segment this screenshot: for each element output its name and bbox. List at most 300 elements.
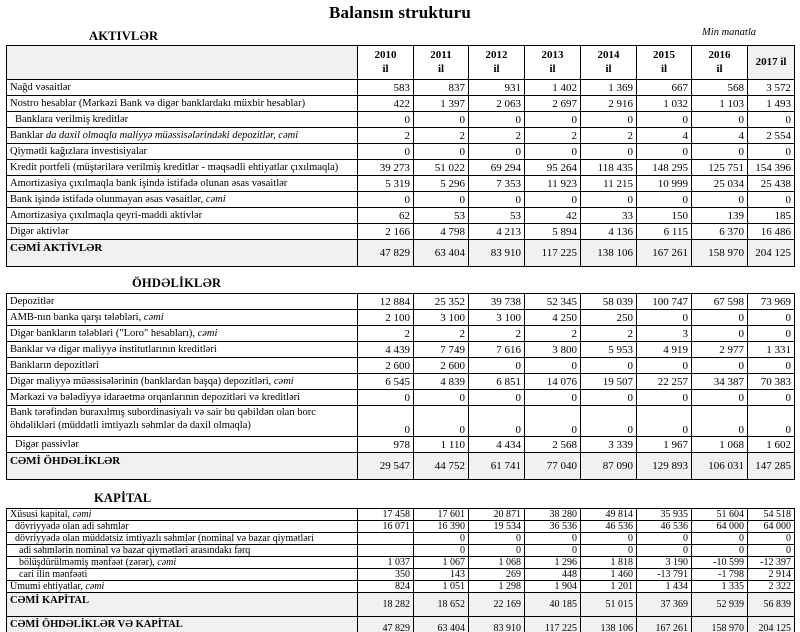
cell-value: 167 261 [637, 617, 692, 632]
cell-value: 824 [358, 581, 414, 593]
cell-value: 44 752 [414, 453, 469, 480]
cell-value: 0 [358, 406, 414, 437]
cell-value: 6 370 [692, 224, 748, 240]
section-kapital [0, 491, 800, 632]
cell-value: 64 000 [692, 521, 748, 533]
cell-value: 568 [692, 80, 748, 96]
table-row [7, 453, 795, 480]
cell-value: 69 294 [469, 160, 525, 176]
table-row [7, 240, 795, 267]
cell-value: 38 280 [525, 509, 581, 521]
cell-value: 0 [469, 533, 525, 545]
year-suffix: il [549, 62, 556, 75]
cell-value: 0 [469, 390, 525, 406]
cell-value: 3 339 [581, 437, 637, 453]
cell-value: 51 604 [692, 509, 748, 521]
cell-value: 0 [692, 310, 748, 326]
table-body [7, 509, 795, 632]
row-label [7, 569, 358, 581]
cell-value: 4 919 [637, 342, 692, 358]
row-label-text: Qiymətli kağızlara investisiyalar [10, 146, 148, 157]
row-label-text: bölüşdürülməmiş mənfəət (zərər), [19, 557, 158, 568]
cell-value: 0 [637, 545, 692, 557]
cell-value: 158 970 [692, 240, 748, 267]
unit-note: Min manatla [702, 27, 756, 38]
cell-value: 0 [581, 545, 637, 557]
row-label [7, 326, 358, 342]
row-label [7, 208, 358, 224]
cell-value: 0 [414, 545, 469, 557]
year-label: 2011 [430, 48, 452, 61]
cell-value: 2 166 [358, 224, 414, 240]
cell-value: 2 600 [414, 358, 469, 374]
row-label [7, 406, 358, 437]
cell-value: 1 818 [581, 557, 637, 569]
cell-value: 2 [358, 326, 414, 342]
cell-value: 53 [414, 208, 469, 224]
cell-value: 16 071 [358, 521, 414, 533]
table-row [7, 192, 795, 208]
cell-value: 0 [469, 358, 525, 374]
row-label [7, 545, 358, 557]
year-label: 2014 [597, 48, 620, 61]
cell-value: 0 [581, 112, 637, 128]
row-label [7, 176, 358, 192]
row-label [7, 374, 358, 390]
table-row [7, 406, 795, 437]
cell-value: 2 [469, 326, 525, 342]
row-label [7, 390, 358, 406]
cell-value: 0 [692, 390, 748, 406]
year-label: 2016 [708, 48, 731, 61]
cell-value: 0 [414, 390, 469, 406]
cell-value: 100 747 [637, 294, 692, 310]
row-label-text: Bank işində istifadə olunmayan əsas vəsaitlər, [10, 194, 206, 205]
cell-value: 6 851 [469, 374, 525, 390]
year-suffix: il [493, 62, 500, 75]
table-row [7, 509, 795, 521]
cell-value: 158 970 [692, 617, 748, 632]
cell-value: 0 [581, 192, 637, 208]
cell-value: 583 [358, 80, 414, 96]
row-label [7, 112, 358, 128]
cell-value: 46 536 [581, 521, 637, 533]
cell-value: 19 507 [581, 374, 637, 390]
cell-value: 39 273 [358, 160, 414, 176]
cell-value: 0 [525, 358, 581, 374]
cell-value: 0 [748, 310, 795, 326]
cell-value: 167 261 [637, 240, 692, 267]
cell-value: 2 [525, 326, 581, 342]
table-row [7, 374, 795, 390]
cell-value: 138 106 [581, 240, 637, 267]
table-row [7, 224, 795, 240]
cell-value: 0 [748, 192, 795, 208]
cell-value: 10 999 [637, 176, 692, 192]
section-header-ohdelikler: ÖHDƏLİKLƏR [132, 276, 222, 290]
cell-value: 42 [525, 208, 581, 224]
cell-value: 51 022 [414, 160, 469, 176]
row-label [7, 557, 358, 569]
cell-value: 0 [414, 192, 469, 208]
cell-value: 2 322 [748, 581, 795, 593]
row-label-text: Ümumi ehtiyatlar, [10, 581, 86, 592]
cell-value: 0 [748, 112, 795, 128]
table-row [7, 310, 795, 326]
row-label [7, 128, 358, 144]
row-label-text: cəmi [157, 557, 177, 568]
cell-value: 2 554 [748, 128, 795, 144]
cell-value: 1 397 [414, 96, 469, 112]
cell-value: 422 [358, 96, 414, 112]
cell-value: 154 396 [748, 160, 795, 176]
cell-value: 18 652 [414, 593, 469, 617]
row-label-text: CƏMİ AKTİVLƏR [10, 242, 103, 254]
year-label: 2017 il [755, 55, 787, 68]
cell-value: 4 213 [469, 224, 525, 240]
cell-value: 6 545 [358, 374, 414, 390]
cell-value: 837 [414, 80, 469, 96]
cell-value: 0 [525, 533, 581, 545]
cell-value: 70 383 [748, 374, 795, 390]
cell-value: 1 037 [358, 557, 414, 569]
row-label [7, 240, 358, 267]
year-header-row [7, 46, 795, 80]
row-label [7, 224, 358, 240]
row-label-text: CƏMİ KAPİTAL [10, 595, 90, 606]
row-label [7, 144, 358, 160]
year-header-cell [414, 46, 469, 80]
row-label-text: cəmi [205, 194, 226, 205]
row-label-text: Digər aktivlər [10, 226, 69, 237]
cell-value: 0 [581, 533, 637, 545]
row-label-text: Depozitlər [10, 296, 55, 307]
section-ohdelikler [0, 276, 800, 480]
cell-value: 52 939 [692, 593, 748, 617]
cell-value: 25 034 [692, 176, 748, 192]
cell-value: 0 [469, 112, 525, 128]
cell-value: 0 [414, 144, 469, 160]
row-label [7, 437, 358, 453]
cell-value: 7 616 [469, 342, 525, 358]
cell-value: 118 435 [581, 160, 637, 176]
table-body [7, 294, 795, 480]
cell-value: 3 190 [637, 557, 692, 569]
table-body [7, 80, 795, 267]
year-header-cell [692, 46, 748, 80]
cell-value: 1 201 [581, 581, 637, 593]
cell-value: 0 [414, 406, 469, 437]
balance-tables [0, 29, 800, 632]
cell-value: -10 599 [692, 557, 748, 569]
table-row [7, 128, 795, 144]
cell-value: 2 [581, 326, 637, 342]
table-row [7, 437, 795, 453]
row-label [7, 453, 358, 480]
year-label: 2015 [653, 48, 675, 61]
cell-value: 4 136 [581, 224, 637, 240]
table-row [7, 160, 795, 176]
row-label-text: Bankların depozitləri [10, 360, 99, 371]
cell-value: 0 [525, 406, 581, 437]
cell-value: 67 598 [692, 294, 748, 310]
year-header-cell [748, 46, 795, 80]
cell-value: 129 893 [637, 453, 692, 480]
cell-value: 33 [581, 208, 637, 224]
row-label [7, 533, 358, 545]
table-aktivler [6, 45, 795, 267]
table-row [7, 390, 795, 406]
cell-value: 2 063 [469, 96, 525, 112]
cell-value: 56 839 [748, 593, 795, 617]
cell-value: -1 798 [692, 569, 748, 581]
row-label [7, 294, 358, 310]
cell-value: 0 [581, 144, 637, 160]
cell-value: 2 977 [692, 342, 748, 358]
cell-value: 117 225 [525, 617, 581, 632]
year-header-cell [469, 46, 525, 80]
table-row [7, 112, 795, 128]
cell-value: 0 [748, 326, 795, 342]
cell-value: 22 257 [637, 374, 692, 390]
row-label [7, 593, 358, 617]
cell-value: 1 335 [692, 581, 748, 593]
cell-value: -12 397 [748, 557, 795, 569]
row-label-text: cəmi [273, 376, 294, 387]
cell-value: 62 [358, 208, 414, 224]
cell-value: 37 369 [637, 593, 692, 617]
cell-value: 1 331 [748, 342, 795, 358]
cell-value: 1 402 [525, 80, 581, 96]
cell-value: 2 [525, 128, 581, 144]
cell-value: 6 115 [637, 224, 692, 240]
cell-value: 2 600 [358, 358, 414, 374]
cell-value: 125 751 [692, 160, 748, 176]
cell-value: 0 [692, 358, 748, 374]
table-row [7, 144, 795, 160]
cell-value: 139 [692, 208, 748, 224]
row-label [7, 192, 358, 208]
cell-value: 0 [414, 112, 469, 128]
cell-value: 64 000 [748, 521, 795, 533]
cell-value: 147 285 [748, 453, 795, 480]
cell-value: 0 [748, 144, 795, 160]
cell-value: 18 282 [358, 593, 414, 617]
row-label [7, 342, 358, 358]
row-label [7, 160, 358, 176]
cell-value: 0 [748, 358, 795, 374]
table-row [7, 208, 795, 224]
cell-value: 0 [692, 533, 748, 545]
cell-value: 185 [748, 208, 795, 224]
cell-value: 39 738 [469, 294, 525, 310]
table-row [7, 569, 795, 581]
cell-value: 4 434 [469, 437, 525, 453]
cell-value: 0 [692, 112, 748, 128]
row-label-text: dövriyyədə olan müddətsiz imtiyazlı səhmlər (nominal və bazar qiymətləri [15, 533, 314, 544]
row-label-text: cəmi [143, 312, 164, 323]
cell-value: 5 953 [581, 342, 637, 358]
cell-value: 3 100 [414, 310, 469, 326]
cell-value: 20 871 [469, 509, 525, 521]
cell-value: 1 493 [748, 96, 795, 112]
cell-value: 7 353 [469, 176, 525, 192]
year-label: 2010 [374, 48, 397, 61]
cell-value: 7 749 [414, 342, 469, 358]
row-label-text: Nağd vəsaitlər [10, 82, 71, 93]
cell-value: 117 225 [525, 240, 581, 267]
cell-value: 448 [525, 569, 581, 581]
section-header-kapital: KAPİTAL [94, 491, 152, 505]
cell-value: 47 829 [358, 240, 414, 267]
cell-value: 0 [637, 406, 692, 437]
cell-value: 931 [469, 80, 525, 96]
year-suffix: il [437, 62, 445, 75]
cell-value: 19 534 [469, 521, 525, 533]
header-label-cell [7, 46, 358, 80]
year-label: 2013 [541, 48, 564, 61]
table-ohdelikler [6, 293, 795, 480]
cell-value: 978 [358, 437, 414, 453]
cell-value: 0 [525, 144, 581, 160]
cell-value: 4 839 [414, 374, 469, 390]
table-kapital [6, 508, 795, 632]
cell-value: 1 296 [525, 557, 581, 569]
cell-value: 63 404 [414, 240, 469, 267]
cell-value: 87 090 [581, 453, 637, 480]
cell-value: -13 791 [637, 569, 692, 581]
cell-value: 17 458 [358, 509, 414, 521]
cell-value: 1 904 [525, 581, 581, 593]
year-header-cell [581, 46, 637, 80]
cell-value: 14 076 [525, 374, 581, 390]
cell-value: 0 [525, 112, 581, 128]
row-label [7, 96, 358, 112]
cell-value: 0 [358, 390, 414, 406]
cell-value: 250 [581, 310, 637, 326]
cell-value: 5 319 [358, 176, 414, 192]
cell-value: 106 031 [692, 453, 748, 480]
cell-value: 0 [637, 112, 692, 128]
year-suffix: il [382, 62, 389, 75]
cell-value: 0 [637, 192, 692, 208]
row-label [7, 581, 358, 593]
cell-value: 0 [358, 192, 414, 208]
cell-value: 25 352 [414, 294, 469, 310]
cell-value: 0 [525, 545, 581, 557]
row-label-text: cəmi [85, 581, 105, 592]
cell-value: 3 572 [748, 80, 795, 96]
cell-value: 61 741 [469, 453, 525, 480]
cell-value: 0 [469, 192, 525, 208]
cell-value: 0 [581, 406, 637, 437]
table-row [7, 581, 795, 593]
cell-value: 667 [637, 80, 692, 96]
cell-value: 1 369 [581, 80, 637, 96]
cell-value: 204 125 [748, 617, 795, 632]
cell-value: 52 345 [525, 294, 581, 310]
cell-value: 0 [469, 144, 525, 160]
cell-value: 54 518 [748, 509, 795, 521]
cell-value: 63 404 [414, 617, 469, 632]
cell-value: 22 169 [469, 593, 525, 617]
row-label-text: Nostro hesablar (Mərkəzi Bank və digər banklardakı müxbir hesablar) [10, 98, 306, 109]
cell-value: 148 295 [637, 160, 692, 176]
row-label [7, 80, 358, 96]
cell-value: 0 [692, 406, 748, 437]
cell-value: 83 910 [469, 617, 525, 632]
cell-value: 11 923 [525, 176, 581, 192]
table-row [7, 358, 795, 374]
cell-value: 2 914 [748, 569, 795, 581]
table-row [7, 521, 795, 533]
cell-value: 77 040 [525, 453, 581, 480]
year-header-cell [637, 46, 692, 80]
row-label-text: Banklar və digər maliyyə institutlarının kreditləri [10, 344, 217, 355]
cell-value: 0 [692, 192, 748, 208]
cell-value: 0 [692, 545, 748, 557]
row-label-text: Amortizasiya çıxılmaqla qeyri-maddi aktivlər [10, 210, 203, 221]
row-label-text: Digər maliyyə müəssisələrinin (banklardan başqa) depozitləri, [10, 376, 274, 387]
cell-value: 83 910 [469, 240, 525, 267]
cell-value: 2 100 [358, 310, 414, 326]
cell-value: 1 110 [414, 437, 469, 453]
cell-value: 2 568 [525, 437, 581, 453]
cell-value: 1 103 [692, 96, 748, 112]
cell-value: 16 390 [414, 521, 469, 533]
cell-value: 1 051 [414, 581, 469, 593]
table-row [7, 545, 795, 557]
cell-value: 4 439 [358, 342, 414, 358]
row-label [7, 310, 358, 326]
table-row [7, 176, 795, 192]
row-label-text: da daxil olmaqla maliyyə müəssisələrindəki depozitlər, cəmi [45, 130, 299, 141]
cell-value [358, 533, 414, 545]
cell-value: 16 486 [748, 224, 795, 240]
cell-value: 29 547 [358, 453, 414, 480]
cell-value: 0 [469, 406, 525, 437]
cell-value: 95 264 [525, 160, 581, 176]
row-label [7, 617, 358, 632]
row-label [7, 358, 358, 374]
cell-value: 1 068 [692, 437, 748, 453]
cell-value: 269 [469, 569, 525, 581]
cell-value: 73 969 [748, 294, 795, 310]
cell-value [358, 545, 414, 557]
year-header-cell [358, 46, 414, 80]
section-header-aktivler: AKTIVLƏR [89, 29, 159, 43]
cell-value: 1 967 [637, 437, 692, 453]
cell-value: 47 829 [358, 617, 414, 632]
cell-value: 2 [414, 128, 469, 144]
cell-value: 12 884 [358, 294, 414, 310]
cell-value: 4 [637, 128, 692, 144]
cell-value: 2 [358, 128, 414, 144]
row-label-text: Banklara verilmiş kreditlər [15, 114, 129, 125]
row-label-text: cəmi [72, 509, 92, 520]
cell-value: 2 [414, 326, 469, 342]
cell-value: 5 894 [525, 224, 581, 240]
cell-value: 25 438 [748, 176, 795, 192]
cell-value: 138 106 [581, 617, 637, 632]
cell-value: 1 460 [581, 569, 637, 581]
cell-value: 53 [469, 208, 525, 224]
row-label-text: CƏMİ ÖHDƏLİKLƏR VƏ KAPİTAL [10, 619, 183, 630]
cell-value: 0 [637, 390, 692, 406]
cell-value: 150 [637, 208, 692, 224]
year-suffix: il [605, 62, 612, 75]
row-label-text: cəmi [197, 328, 218, 339]
